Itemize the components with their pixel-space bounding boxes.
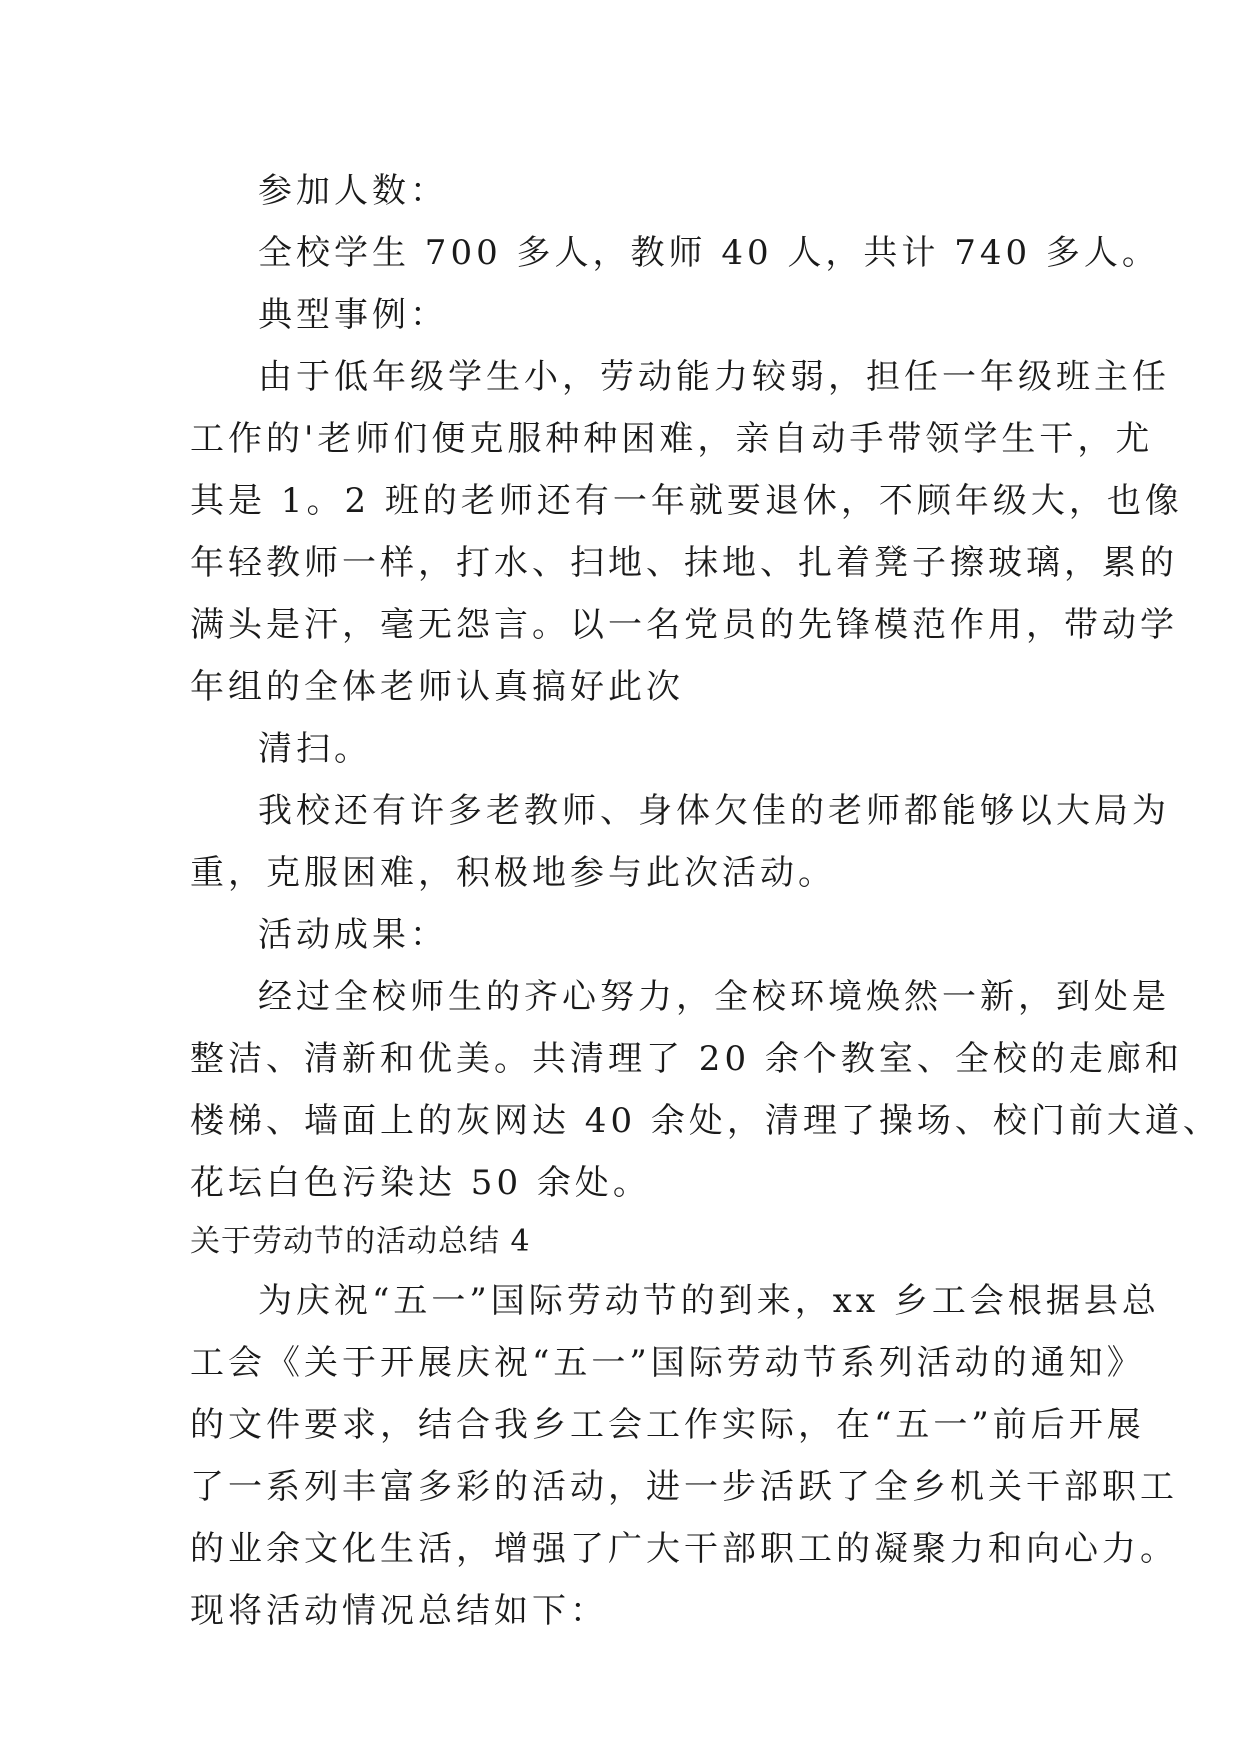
paragraph-line: 的文件要求，结合我乡工会工作实际，在“五一”前后开展: [190, 1405, 1145, 1445]
paragraph-line: 满头是汗，毫无怨言。以一名党员的先锋模范作用，带动学: [190, 605, 1178, 645]
document-page: [190, 160, 1221, 1642]
paragraph-line: 由于低年级学生小，劳动能力较弱，担任一年级班主任: [258, 357, 1170, 397]
label-results: 活动成果：: [258, 915, 448, 955]
paragraph-line: 整洁、清新和优美。共清理了 20 余个教室、全校的走廊和: [190, 1039, 1183, 1079]
paragraph-participants-count: 全校学生 700 多人，教师 40 人，共计 740 多人。: [258, 233, 1160, 273]
paragraph-line: 重，克服困难，积极地参与此次活动。: [190, 853, 836, 893]
paragraph-line: 花坛白色污染达 50 余处。: [190, 1163, 651, 1203]
paragraph-line: 我校还有许多老教师、身体欠佳的老师都能够以大局为: [258, 791, 1170, 831]
label-participants: 参加人数：: [258, 171, 448, 211]
paragraph-line: 经过全校师生的齐心努力，全校环境焕然一新，到处是: [258, 977, 1170, 1017]
paragraph-line: 其是 1。2 班的老师还有一年就要退休，不顾年级大，也像: [190, 481, 1183, 521]
paragraph-line: 的业余文化生活，增强了广大干部职工的凝聚力和向心力。: [190, 1529, 1178, 1569]
paragraph-line: 年轻教师一样，打水、扫地、抹地、扎着凳子擦玻璃，累的: [190, 543, 1178, 583]
paragraph-line: 年组的全体老师认真搞好此次: [190, 667, 684, 707]
paragraph-line: 现将活动情况总结如下：: [190, 1591, 608, 1631]
paragraph-line: 工作的'老师们便克服种种困难，亲自动手带领学生干，尤: [190, 419, 1154, 459]
paragraph-line: 为庆祝“五一”国际劳动节的到来，xx 乡工会根据县总: [258, 1281, 1160, 1321]
section-heading: 关于劳动节的活动总结 4: [190, 1224, 531, 1259]
paragraph-line: 清扫。: [258, 729, 372, 769]
paragraph-line: 工会《关于开展庆祝“五一”国际劳动节系列活动的通知》: [190, 1343, 1145, 1383]
label-typical-cases: 典型事例：: [258, 295, 448, 335]
paragraph-line: 了一系列丰富多彩的活动，进一步活跃了全乡机关干部职工: [190, 1467, 1178, 1507]
paragraph-line: 楼梯、墙面上的灰网达 40 余处，清理了操场、校门前大道、: [190, 1101, 1221, 1141]
